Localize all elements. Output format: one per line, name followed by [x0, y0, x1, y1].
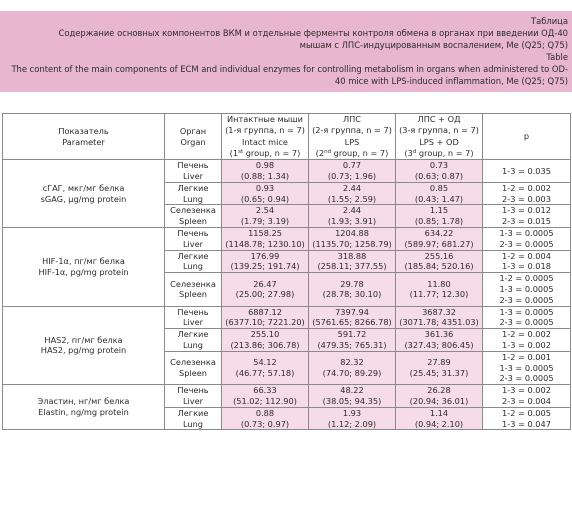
- organ-cell: [165, 182, 222, 205]
- parameter-ru: HIF-1α, пг/мг белка: [42, 255, 125, 266]
- quartile-range: (0.73; 0.97): [240, 418, 290, 429]
- data-table: [2, 113, 571, 430]
- p-value: 1-2 = 0.0005: [499, 273, 554, 284]
- quartile-range: (25.45; 31.37): [409, 367, 469, 378]
- organ-cell: [165, 351, 222, 384]
- value-cell-g2: [309, 273, 396, 306]
- header-g1-en-n: (1st group, n = 7): [229, 147, 301, 158]
- p-value: 1-3 = 0.047: [502, 418, 551, 429]
- organ-cell: [165, 250, 222, 273]
- p-value: 2-3 = 0.0005: [499, 238, 554, 249]
- parameter-ru: сГАГ, мкг/мг белка: [42, 182, 125, 193]
- table-row: [3, 306, 571, 329]
- p-value-cell: [483, 407, 571, 430]
- quartile-range: (1.79; 3.19): [240, 216, 290, 227]
- p-value: 2-3 = 0.004: [502, 395, 551, 406]
- parameter-en: HIF-1α, pg/mg protein: [38, 266, 129, 277]
- organ-en: Spleen: [179, 289, 207, 300]
- quartile-range: (0.85; 1.78): [414, 216, 464, 227]
- p-value: 1-3 = 0.035: [502, 165, 551, 176]
- quartile-range: (258.11; 377.55): [317, 261, 387, 272]
- table-body: [3, 160, 571, 430]
- value-cell-g3: [396, 407, 483, 430]
- p-value: 2-3 = 0.003: [502, 193, 551, 204]
- organ-cell: [165, 205, 222, 228]
- median-value: 27.89: [427, 357, 451, 368]
- median-value: 255.10: [250, 329, 280, 340]
- p-value: 1-3 = 0.002: [502, 385, 551, 396]
- value-cell-g2: [309, 227, 396, 250]
- median-value: 1.14: [429, 407, 449, 418]
- quartile-range: (1.55; 2.59): [327, 193, 377, 204]
- quartile-range: (3071.78; 4351.03): [399, 317, 479, 328]
- value-cell-g3: [396, 205, 483, 228]
- value-cell-g3: [396, 351, 483, 384]
- p-value-cell: [483, 385, 571, 408]
- value-cell-g1: [222, 306, 309, 329]
- value-cell-g1: [222, 250, 309, 273]
- value-cell-g3: [396, 250, 483, 273]
- organ-en: Lung: [183, 418, 203, 429]
- value-cell-g1: [222, 227, 309, 250]
- organ-cell: [165, 385, 222, 408]
- p-value: 1-3 = 0.018: [502, 261, 551, 272]
- median-value: 361.36: [424, 329, 454, 340]
- header-group-2: [309, 114, 396, 160]
- value-cell-g2: [309, 205, 396, 228]
- organ-en: Lung: [183, 261, 203, 272]
- quartile-range: (74.70; 89.29): [322, 367, 382, 378]
- organ-en: Spleen: [179, 367, 207, 378]
- quartile-range: (0.43; 1.47): [414, 193, 464, 204]
- p-value: 1-2 = 0.005: [502, 407, 551, 418]
- value-cell-g1: [222, 329, 309, 352]
- p-value-cell: [483, 227, 571, 250]
- median-value: 26.28: [427, 385, 451, 396]
- caption-ru-title: Содержание основных компонентов ВКМ и отдельные ферменты контроля обмена в органах при введении ОД-40 мышам с ЛПС-индуцированным воспалением, Me (Q25; Q75): [58, 28, 568, 50]
- organ-en: Lung: [183, 339, 203, 350]
- organ-en: Spleen: [179, 216, 207, 227]
- value-cell-g2: [309, 182, 396, 205]
- p-value-cell: [483, 160, 571, 183]
- p-value-cell: [483, 329, 571, 352]
- p-value: 1-2 = 0.002: [502, 182, 551, 193]
- p-value-cell: [483, 273, 571, 306]
- parameter-en: Elastin, ng/mg protein: [38, 407, 129, 418]
- p-value: 1-3 = 0.012: [502, 205, 551, 216]
- organ-ru: Печень: [177, 227, 209, 238]
- median-value: 318.88: [337, 250, 367, 261]
- median-value: 2.54: [255, 205, 275, 216]
- organ-cell: [165, 160, 222, 183]
- organ-en: Liver: [182, 238, 204, 249]
- organ-ru: Легкие: [177, 250, 209, 261]
- p-value: 1-3 = 0.0005: [499, 283, 554, 294]
- value-cell-g2: [309, 306, 396, 329]
- parameter-cell: [3, 306, 165, 385]
- header-organ-ru: Орган: [179, 125, 207, 136]
- quartile-range: (1135.70; 1258.79): [312, 238, 392, 249]
- value-cell-g1: [222, 273, 309, 306]
- caption-en-label: Table: [546, 52, 568, 62]
- table-caption: [0, 11, 572, 92]
- value-cell-g2: [309, 385, 396, 408]
- p-value: 2-3 = 0.0005: [499, 373, 554, 384]
- median-value: 0.98: [255, 160, 275, 171]
- quartile-range: (51.02; 112.90): [233, 395, 297, 406]
- median-value: 0.85: [429, 182, 449, 193]
- quartile-range: (185.84; 520.16): [404, 261, 474, 272]
- p-value: 2-3 = 0.0005: [499, 317, 554, 328]
- header-parameter-ru: Показатель: [58, 125, 109, 136]
- quartile-range: (11.77; 12.30): [409, 289, 469, 300]
- header-g2-en-n: (2nd group, n = 7): [315, 147, 389, 158]
- value-cell-g2: [309, 407, 396, 430]
- quartile-range: (20.94; 36.01): [409, 395, 469, 406]
- table-header-row: [3, 114, 571, 160]
- p-value: 1-3 = 0.0005: [499, 227, 554, 238]
- organ-en: Liver: [182, 317, 204, 328]
- median-value: 3687.32: [422, 306, 456, 317]
- organ-cell: [165, 407, 222, 430]
- median-value: 1204.88: [335, 227, 369, 238]
- header-g2-ru: ЛПС: [342, 114, 362, 124]
- header-g2-en: LPS: [344, 136, 360, 147]
- value-cell-g1: [222, 351, 309, 384]
- p-value-cell: [483, 250, 571, 273]
- value-cell-g2: [309, 160, 396, 183]
- median-value: 0.77: [342, 160, 362, 171]
- header-parameter-en: Parameter: [62, 136, 105, 147]
- parameter-ru: HAS2, пг/мг белка: [44, 334, 123, 345]
- median-value: 26.47: [253, 278, 277, 289]
- header-parameter: [3, 114, 165, 160]
- median-value: 176.99: [250, 250, 280, 261]
- organ-ru: Легкие: [177, 182, 209, 193]
- p-value-cell: [483, 205, 571, 228]
- quartile-range: (28.78; 30.10): [322, 289, 382, 300]
- median-value: 54.12: [253, 357, 277, 368]
- quartile-range: (1148.78; 1230.10): [225, 238, 305, 249]
- median-value: 634.22: [424, 227, 454, 238]
- caption-en-title: The content of the main components of ECM and individual enzymes for controlling metabolism in organs when administered to OD-40 mice with LPS-induced inflammation, Me (Q25; Q75): [11, 64, 568, 86]
- quartile-range: (1.93; 3.91): [327, 216, 377, 227]
- quartile-range: (139.25; 191.74): [230, 261, 300, 272]
- table-row: [3, 160, 571, 183]
- quartile-range: (589.97; 681.27): [404, 238, 474, 249]
- header-g1-en: Intact mice: [242, 136, 288, 147]
- median-value: 82.32: [340, 357, 364, 368]
- value-cell-g3: [396, 160, 483, 183]
- header-organ-en: Organ: [180, 136, 206, 147]
- header-g1-ru: Интактные мыши: [227, 114, 303, 124]
- p-value-cell: [483, 351, 571, 384]
- header-group-3: [396, 114, 483, 160]
- table-row: [3, 227, 571, 250]
- value-cell-g2: [309, 250, 396, 273]
- quartile-range: (0.65; 0.94): [240, 193, 290, 204]
- quartile-range: (1.12; 2.09): [327, 418, 377, 429]
- value-cell-g3: [396, 273, 483, 306]
- median-value: 1158.25: [248, 227, 282, 238]
- header-g3-en: LPS + OD: [419, 136, 459, 147]
- value-cell-g3: [396, 306, 483, 329]
- quartile-range: (479.35; 765.31): [317, 339, 387, 350]
- p-value-cell: [483, 182, 571, 205]
- parameter-en: sGAG, μg/mg protein: [40, 193, 127, 204]
- value-cell-g3: [396, 182, 483, 205]
- p-value: 1-2 = 0.001: [502, 351, 551, 362]
- header-g3-ru-n: (3-я группа, n = 7): [399, 125, 479, 136]
- quartile-range: (25.00; 27.98): [235, 289, 295, 300]
- quartile-range: (5761.65; 8266.78): [312, 317, 392, 328]
- median-value: 29.78: [340, 278, 364, 289]
- header-g1-ru-n: (1-я группа, n = 7): [225, 125, 305, 136]
- value-cell-g1: [222, 182, 309, 205]
- caption-ru-label: Таблица: [530, 16, 568, 26]
- quartile-range: (0.88; 1.34): [240, 170, 290, 181]
- value-cell-g3: [396, 329, 483, 352]
- median-value: 0.88: [255, 407, 275, 418]
- median-value: 11.80: [427, 278, 451, 289]
- header-g3-ru: ЛПС + ОД: [417, 114, 461, 124]
- organ-en: Lung: [183, 193, 203, 204]
- header-g3-en-n: (3$^d$ group, n = 7): [404, 147, 474, 158]
- median-value: 1.15: [429, 205, 449, 216]
- quartile-range: (38.05; 94.35): [322, 395, 382, 406]
- p-value: 1-3 = 0.002: [502, 339, 551, 350]
- value-cell-g2: [309, 329, 396, 352]
- value-cell-g1: [222, 205, 309, 228]
- header-g2-ru-n: (2-я группа, n = 7): [312, 125, 392, 136]
- median-value: 2.44: [342, 182, 362, 193]
- quartile-range: (46.77; 57.18): [235, 367, 295, 378]
- quartile-range: (327.43; 806.45): [404, 339, 474, 350]
- header-group-1: [222, 114, 309, 160]
- median-value: 66.33: [253, 385, 277, 396]
- median-value: 48.22: [340, 385, 364, 396]
- p-value: 2-3 = 0.0005: [499, 294, 554, 305]
- median-value: 1.93: [342, 407, 362, 418]
- organ-cell: [165, 273, 222, 306]
- header-organ: [165, 114, 222, 160]
- median-value: 6887.12: [248, 306, 282, 317]
- organ-en: Liver: [182, 395, 204, 406]
- organ-cell: [165, 306, 222, 329]
- quartile-range: (0.73; 1.96): [327, 170, 377, 181]
- median-value: 591.72: [337, 329, 367, 340]
- p-value: 1-3 = 0.0005: [499, 362, 554, 373]
- p-value: 1-2 = 0.004: [502, 250, 551, 261]
- table-row: [3, 385, 571, 408]
- value-cell-g2: [309, 351, 396, 384]
- median-value: 255.16: [424, 250, 454, 261]
- p-value: 2-3 = 0.015: [502, 216, 551, 227]
- parameter-cell: [3, 160, 165, 228]
- organ-en: Liver: [182, 170, 204, 181]
- parameter-en: HAS2, pg/mg protein: [40, 345, 127, 356]
- quartile-range: (213.86; 306.78): [230, 339, 300, 350]
- parameter-cell: [3, 227, 165, 306]
- organ-ru: Селезенка: [170, 205, 216, 216]
- organ-cell: [165, 227, 222, 250]
- organ-ru: Легкие: [177, 407, 209, 418]
- organ-ru: Легкие: [177, 329, 209, 340]
- organ-ru: Печень: [177, 385, 209, 396]
- quartile-range: (0.94; 2.10): [414, 418, 464, 429]
- p-value: 1-3 = 0.0005: [499, 306, 554, 317]
- parameter-cell: [3, 385, 165, 430]
- value-cell-g3: [396, 227, 483, 250]
- organ-ru: Печень: [177, 160, 209, 171]
- organ-ru: Селезенка: [170, 357, 216, 368]
- p-value-cell: [483, 306, 571, 329]
- organ-cell: [165, 329, 222, 352]
- p-value: 1-2 = 0.002: [502, 329, 551, 340]
- median-value: 0.73: [429, 160, 449, 171]
- value-cell-g1: [222, 160, 309, 183]
- median-value: 7397.94: [335, 306, 369, 317]
- value-cell-g1: [222, 407, 309, 430]
- header-p: p: [483, 114, 571, 160]
- quartile-range: (6377.10; 7221.20): [225, 317, 305, 328]
- value-cell-g3: [396, 385, 483, 408]
- organ-ru: Селезенка: [170, 278, 216, 289]
- organ-ru: Печень: [177, 306, 209, 317]
- value-cell-g1: [222, 385, 309, 408]
- quartile-range: (0.63; 0.87): [414, 170, 464, 181]
- median-value: 2.44: [342, 205, 362, 216]
- median-value: 0.93: [255, 182, 275, 193]
- parameter-ru: Эластин, нг/мг белка: [37, 396, 130, 407]
